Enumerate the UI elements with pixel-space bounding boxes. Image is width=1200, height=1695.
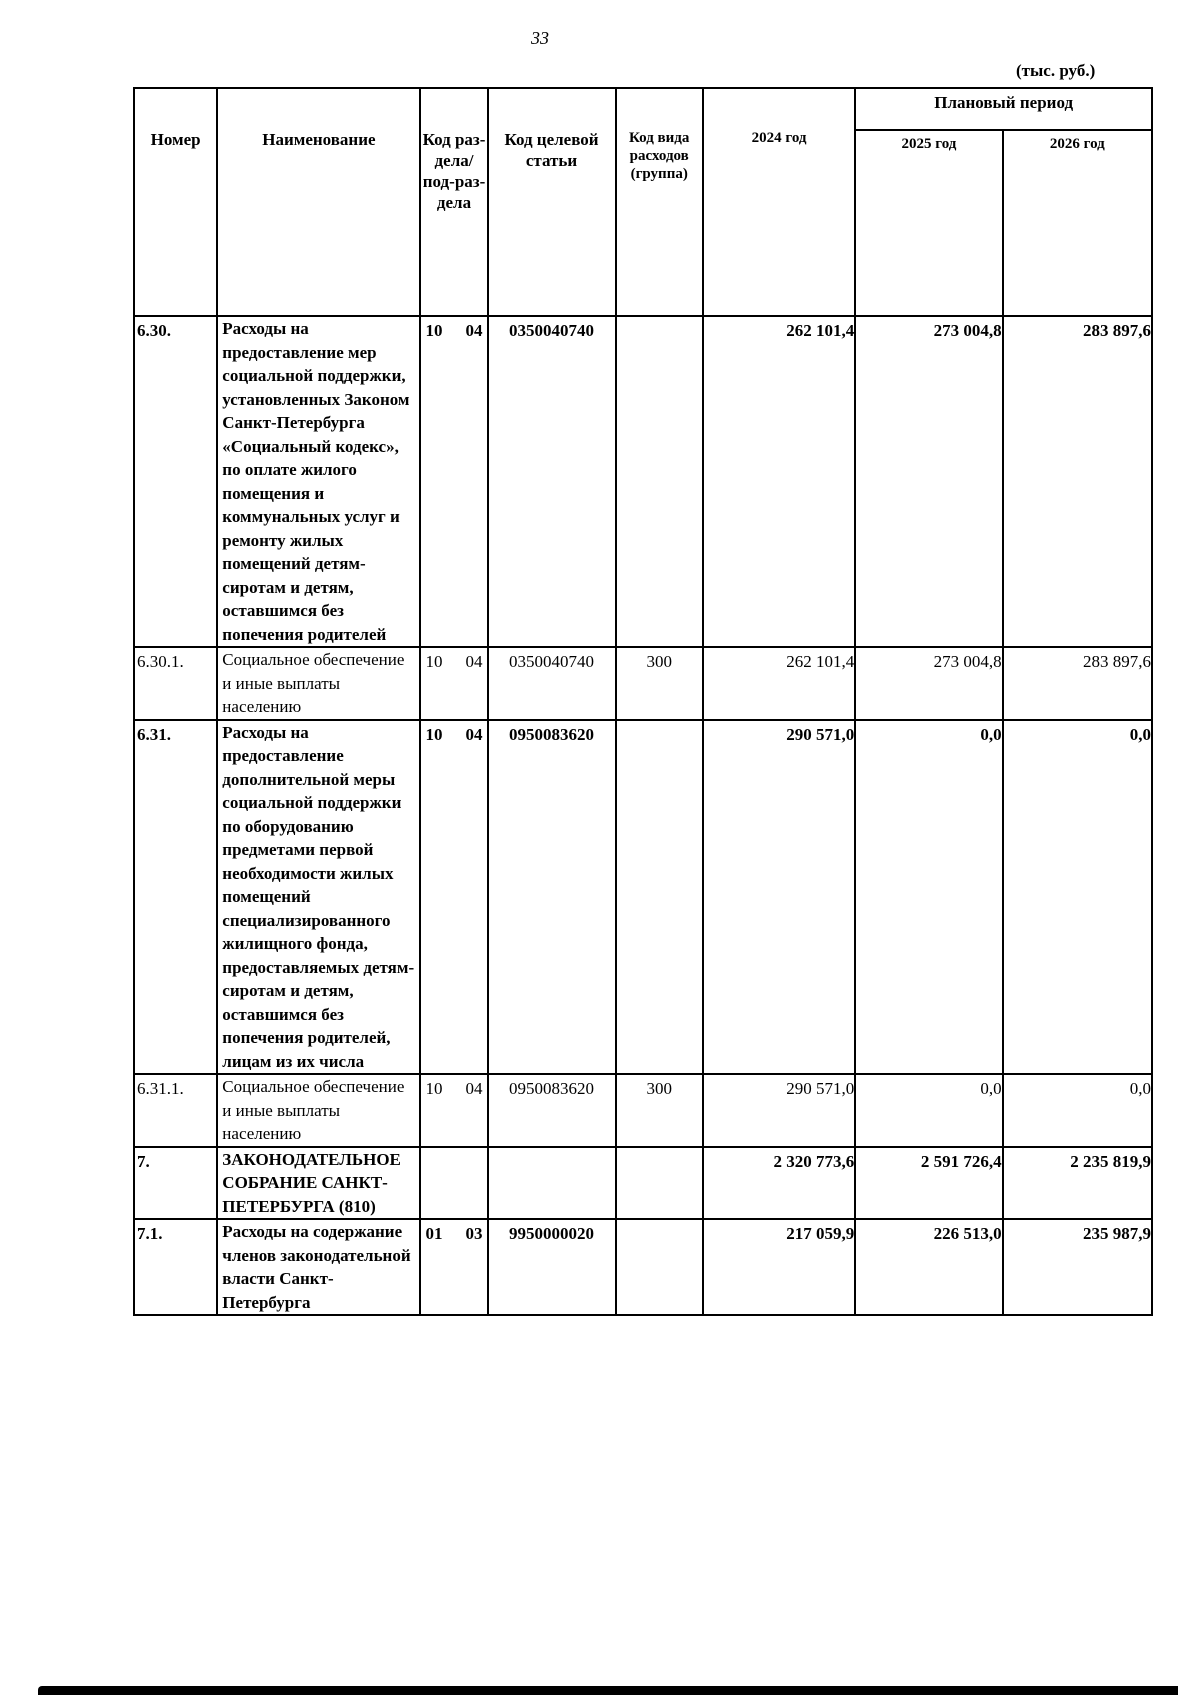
row-name: Социальное обеспечение и иные выплаты населению: [217, 647, 420, 720]
amount-2026: 283 897,6: [1003, 316, 1152, 647]
target-code: 0950083620: [488, 1074, 616, 1147]
header-expense-kind: Код вида расходов (группа): [616, 88, 703, 316]
target-code: 0350040740: [488, 647, 616, 720]
header-2026: 2026 год: [1003, 130, 1152, 316]
amount-2026: 235 987,9: [1003, 1219, 1152, 1315]
header-2025: 2025 год: [855, 130, 1002, 316]
row-name: ЗАКОНОДАТЕЛЬНОЕ СОБРАНИЕ САНКТ-ПЕТЕРБУРГА (810): [217, 1147, 420, 1220]
page-bottom-edge: [38, 1686, 1178, 1695]
row-number: 6.30.: [134, 316, 217, 647]
amount-2024: 217 059,9: [703, 1219, 855, 1315]
budget-table: [133, 87, 1153, 1316]
units-label: (тыс. руб.): [1016, 61, 1096, 80]
amount-2025: 273 004,8: [855, 316, 1002, 647]
header-row: [134, 88, 1152, 130]
row-number: 7.: [134, 1147, 217, 1220]
section-code: 10: [425, 321, 443, 340]
section-code-cell: [420, 720, 487, 1075]
section-code: 10: [425, 724, 443, 744]
section-code-cell: [420, 1219, 487, 1315]
expense-kind: [616, 316, 703, 647]
expense-kind: 300: [616, 647, 703, 720]
amount-2024: 2 320 773,6: [703, 1147, 855, 1220]
row-name: Расходы на предоставление дополнительной меры социальной поддержки по оборудованию предметами первой необходимости жилых помещений специализированного жилищного фонда, предоставляемых детям-сиротам и детям, оставшимся без попечения родителей, лицам из их числа: [217, 720, 420, 1075]
amount-2025: 0,0: [855, 1074, 1002, 1147]
subsection-code: 03: [465, 1224, 483, 1243]
section-code: 10: [425, 1079, 443, 1098]
target-code: [488, 1147, 616, 1220]
amount-2024: 290 571,0: [703, 720, 855, 1075]
header-target-code: Код целевой статьи: [488, 88, 616, 316]
amount-2025: 273 004,8: [855, 647, 1002, 720]
row-name: Расходы на предоставление мер социальной поддержки, установленных Законом Санкт-Петербурга «Социальный кодекс», по оплате жилого помещения и коммунальных услуг и ремонту жилых помещений детям-сиротам и детям, оставшимся без попечения родителей: [217, 316, 420, 647]
amount-2026: 0,0: [1003, 1074, 1152, 1147]
target-code: 9950000020: [488, 1219, 616, 1315]
row-number: 7.1.: [134, 1219, 217, 1315]
table-row: [134, 720, 1152, 1075]
header-planned-period: Плановый период: [855, 88, 1152, 130]
page-number: 33: [531, 28, 549, 48]
row-name: Социальное обеспечение и иные выплаты населению: [217, 1074, 420, 1147]
row-number: 6.31.1.: [134, 1074, 217, 1147]
section-code-cell: [420, 316, 487, 647]
amount-2025: 0,0: [855, 720, 1002, 1075]
row-number: 6.31.: [134, 720, 217, 1075]
table-row: [134, 316, 1152, 647]
table-row: [134, 647, 1152, 720]
expense-kind: [616, 1219, 703, 1315]
amount-2025: 2 591 726,4: [855, 1147, 1002, 1220]
section-code-cell: [420, 647, 487, 720]
amount-2024: 290 571,0: [703, 1074, 855, 1147]
expense-kind: [616, 1147, 703, 1220]
target-code: 0950083620: [488, 720, 616, 1075]
section-code: 10: [425, 652, 443, 671]
subsection-code: 04: [465, 1079, 483, 1098]
table-row: [134, 1074, 1152, 1147]
header-number: Номер: [134, 88, 217, 316]
row-number: 6.30.1.: [134, 647, 217, 720]
table-row: [134, 1219, 1152, 1315]
section-code: 01: [425, 1224, 443, 1243]
amount-2026: 0,0: [1003, 720, 1152, 1075]
row-name: Расходы на содержание членов законодательной власти Санкт-Петербурга: [217, 1219, 420, 1315]
amount-2024: 262 101,4: [703, 647, 855, 720]
section-code-cell: [420, 1074, 487, 1147]
expense-kind: 300: [616, 1074, 703, 1147]
amount-2025: 226 513,0: [855, 1219, 1002, 1315]
subsection-code: 04: [465, 724, 483, 744]
amount-2024: 262 101,4: [703, 316, 855, 647]
subsection-code: 04: [465, 652, 483, 671]
header-section-code: Код раз-дела/ под-раз-дела: [420, 88, 487, 316]
section-code-cell: [420, 1147, 487, 1220]
target-code: 0350040740: [488, 316, 616, 647]
header-2024: 2024 год: [703, 88, 855, 316]
subsection-code: 04: [465, 321, 483, 340]
table-row: [134, 1147, 1152, 1220]
header-name: Наименование: [217, 88, 420, 316]
amount-2026: 283 897,6: [1003, 647, 1152, 720]
amount-2026: 2 235 819,9: [1003, 1147, 1152, 1220]
expense-kind: [616, 720, 703, 1075]
